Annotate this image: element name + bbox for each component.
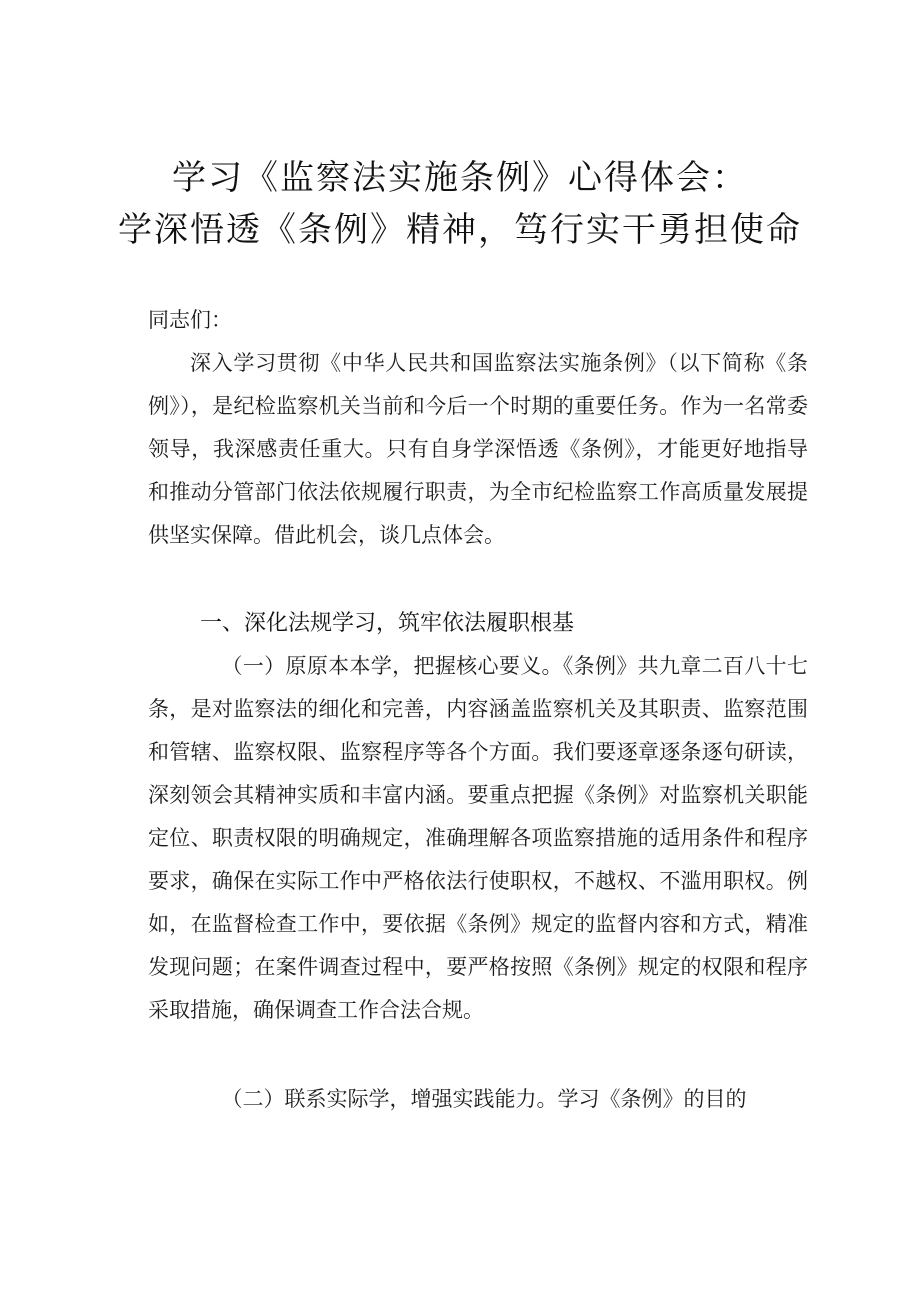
section-1-paragraph-1: （一）原原本本学，把握核心要义。《条例》共九章二百八十七条，是对监察法的细化和完善，内容涵盖监察机关及其职责、监察范围和管辖、监察权限、监察程序等各个方面。我们要逐章逐条逐句研读，深刻领会其精神实质和丰富内涵。要重点把握《条例》对监察机关职能定位、职责权限的明确规定，准确理解各项监察措施的适用条件和程序要求，确保在实际工作中严格依法行使职权，不越权、不滥用职权。例如，在监督检查工作中，要依据《条例》规定的监督内容和方式，精准发现问题；在案件调查过程中，要严格按照《条例》规定的权限和程序采取措施，确保调查工作合法合规。 (148, 654, 808, 1022)
intro-paragraph: 深入学习贯彻《中华人民共和国监察法实施条例》（以下简称《条例》），是纪检监察机关当前和今后一个时期的重要任务。作为一名常委领导，我深感责任重大。只有自身学深悟透《条例》，才能更好地指导和推动分管部门依法依规履行职责，为全市纪检监察工作高质量发展提供坚实保障。借此机会，谈几点体会。 (148, 351, 808, 547)
document-title-line-1: 学习《监察法实施条例》心得体会： (172, 158, 748, 198)
section-1-heading: 一、深化法规学习，筑牢依法履职根基 (200, 611, 575, 636)
salutation: 同志们： (148, 308, 232, 332)
document-title-line-2: 学深悟透《条例》精神，笃行实干勇担使命 (118, 210, 802, 250)
section-1-paragraph-2: （二）联系实际学，增强实践能力。学习《条例》的目的 (221, 1087, 747, 1111)
